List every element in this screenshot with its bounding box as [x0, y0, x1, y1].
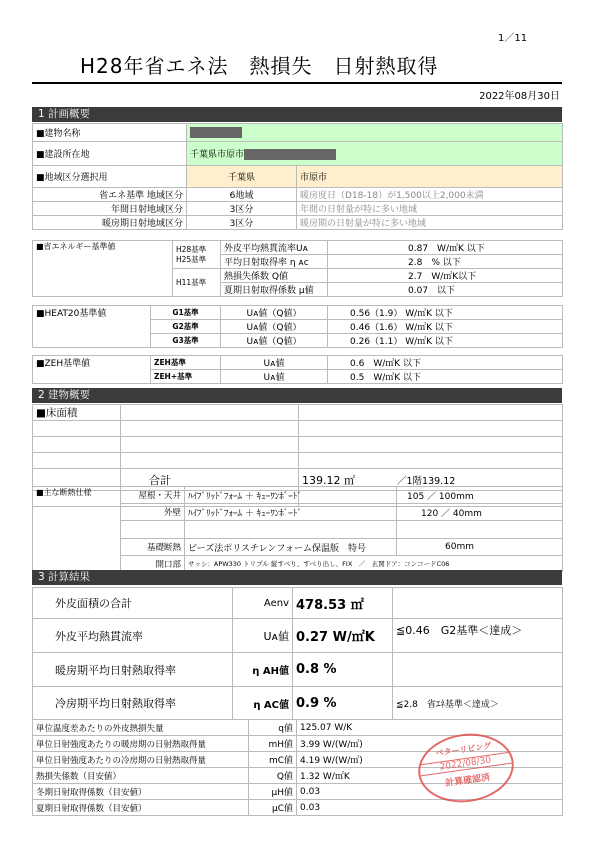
page-title: H28年省エネ法 熱損失 日射熱取得: [80, 54, 439, 78]
result-extra: [393, 588, 563, 619]
report-date: 2022年08月30日: [479, 91, 560, 102]
section-header-plan: 1 計画概要: [32, 107, 562, 122]
result-extra: ≦0.46 G2基準＜達成＞: [393, 619, 563, 653]
floor-1: ／1階139.12: [397, 475, 456, 487]
region-row-label: 暖房期日射地域区分: [33, 216, 187, 230]
energy-standard-table: [32, 240, 563, 297]
region-select-label: ■地域区分選択用: [33, 166, 187, 188]
energy-row-value: 0.87 W/㎡K 以下: [328, 241, 563, 255]
sub-value: 1.32 W/㎡K: [297, 768, 563, 784]
insul-spec: ﾊｲﾌﾞﾘｯﾄﾞﾌｫｰﾑ ＋ ｷｭｰﾜﾝﾎﾞｰﾄﾞ: [185, 504, 397, 521]
region-row-note: 暖房度日（D18-18）が1,500以上2,000未満: [297, 188, 563, 202]
energy-row-name: 夏期日射取得係数 μ値: [221, 283, 328, 297]
sub-label: 夏期日射取得係数（目安値）: [33, 800, 249, 816]
page-number: 1／11: [498, 33, 528, 44]
insul-spec: ビーズ法ポリスチレンフォーム保温版 特号: [185, 539, 397, 556]
section-header-results: 3 計算結果: [32, 570, 562, 585]
result-label: 冷房期平均日射熱取得率: [33, 687, 233, 720]
sub-value: 125.07 W/K: [297, 720, 563, 736]
heat20-grade: G1基準: [151, 306, 221, 320]
sub-value: 4.19 W/(W/㎡): [297, 752, 563, 768]
result-symbol: Aenv: [233, 588, 293, 619]
results-main-table: [32, 587, 563, 720]
result-value: 0.27 W/㎡K: [293, 619, 393, 653]
heat20-name: Uᴀ値（Q値）: [221, 306, 328, 320]
energy-row-name: 平均日射取得率 η ᴀᴄ: [221, 255, 328, 269]
insul-spec: サッシ：APW330 トリプル 縦すべり、すべり出し、FIX ／ 玄関ドア：コンコードC06: [185, 556, 563, 572]
sub-symbol: Q値: [249, 768, 297, 784]
result-label: 暖房期平均日射熱取得率: [33, 653, 233, 687]
stamp-line-3: 計算確認済: [444, 772, 491, 789]
zeh-name: Uᴀ値: [221, 356, 328, 370]
zeh-label: ■ZEH基準値: [33, 356, 151, 384]
result-symbol: η AC値: [233, 687, 293, 720]
sub-symbol: mC値: [249, 752, 297, 768]
sub-symbol: μH値: [249, 784, 297, 800]
region-row-label: 年間日射地域区分: [33, 202, 187, 216]
redacted-block: [244, 149, 336, 160]
result-value: 0.8 %: [293, 653, 393, 687]
energy-row-name: 外皮平均熱貫流率Uᴀ: [221, 241, 328, 255]
region-row-note: 年間の日射量が特に多い地域: [297, 202, 563, 216]
sub-symbol: mH値: [249, 736, 297, 752]
insul-part: 屋根・天井: [121, 487, 185, 504]
heat20-name: Uᴀ値（Q値）: [221, 320, 328, 334]
zeh-table: [32, 355, 563, 384]
floor-total-label: 合計: [121, 469, 299, 491]
location-value: 千葉県市原市: [187, 142, 563, 166]
zeh-name: Uᴀ値: [221, 370, 328, 384]
sub-label: 単位温度差あたりの外皮熱損失量: [33, 720, 249, 736]
insul-part: 基礎断熱: [121, 539, 185, 556]
floor-total-value: 139.12 ㎡ ／1階139.12: [299, 469, 563, 491]
energy-standard-label: ■省エネルギー基準値: [33, 241, 173, 297]
region-row-value: 6地域: [187, 188, 297, 202]
building-name-label: ■建物名称: [33, 124, 187, 142]
sub-label: 単位日射強度あたりの暖房期の日射熱取得量: [33, 736, 249, 752]
zeh-grade: ZEH基準: [151, 356, 221, 370]
zeh-value: 0.5 W/㎡K 以下: [328, 370, 563, 384]
sub-label: 熱損失係数（目安値）: [33, 768, 249, 784]
plan-table: [32, 123, 563, 230]
region-row-label: 省エネ基準 地域区分: [33, 188, 187, 202]
standard-h28-h25: H28基準 H25基準: [173, 241, 221, 269]
title-divider: [32, 82, 562, 84]
building-name-value: [187, 124, 563, 142]
heat20-grade: G3基準: [151, 334, 221, 348]
heat20-value: 0.26（1.1） W/㎡K 以下: [328, 334, 563, 348]
heat20-value: 0.46（1.6） W/㎡K 以下: [328, 320, 563, 334]
sub-value: 3.99 W/(W/㎡): [297, 736, 563, 752]
result-extra: [393, 653, 563, 687]
insul-thick: 120 ／ 40mm: [397, 504, 563, 521]
region-pref: 千葉県: [187, 166, 297, 188]
stamp-line-2: 2022/08/30: [419, 752, 512, 777]
result-label: 外皮面積の合計: [33, 588, 233, 619]
sub-symbol: q値: [249, 720, 297, 736]
insul-thick: 105 ／ 100mm: [397, 487, 563, 504]
stamp-line-1: ベターリビング: [435, 741, 492, 759]
redacted-block: [190, 127, 242, 138]
region-row-note: 暖房期の日射量が特に多い地域: [297, 216, 563, 230]
insulation-table: [32, 486, 563, 572]
sub-value: 0.03: [297, 800, 563, 816]
insulation-label: ■主な断熱仕様: [33, 487, 121, 572]
insul-part: 外壁: [121, 504, 185, 521]
heat20-table: [32, 305, 563, 348]
heat20-label: ■HEAT20基準値: [33, 306, 151, 348]
result-label: 外皮平均熱貫流率: [33, 619, 233, 653]
result-value: 0.9 %: [293, 687, 393, 720]
result-value: 478.53 ㎡: [293, 588, 393, 619]
zeh-grade: ZEH+基準: [151, 370, 221, 384]
heat20-value: 0.56（1.9） W/㎡K 以下: [328, 306, 563, 320]
result-symbol: η AH値: [233, 653, 293, 687]
insul-part: 開口部: [121, 556, 185, 572]
floor-area-label: ■床面積: [33, 405, 121, 421]
insul-thick: 60mm: [397, 539, 563, 556]
energy-row-value: 0.07 以下: [328, 283, 563, 297]
result-symbol: Uᴀ値: [233, 619, 293, 653]
region-row-value: 3区分: [187, 202, 297, 216]
heat20-grade: G2基準: [151, 320, 221, 334]
energy-row-value: 2.8 % 以下: [328, 255, 563, 269]
location-label: ■建設所在地: [33, 142, 187, 166]
result-extra: ≦2.8 省ｴﾈ基準＜達成＞: [393, 687, 563, 720]
sub-label: 単位日射強度あたりの冷房期の日射熱取得量: [33, 752, 249, 768]
sub-label: 冬期日射取得係数（目安値）: [33, 784, 249, 800]
sub-value: 0.03: [297, 784, 563, 800]
sub-symbol: μC値: [249, 800, 297, 816]
region-city: 市原市: [297, 166, 563, 188]
insul-spec: ﾊｲﾌﾞﾘｯﾄﾞﾌｫｰﾑ ＋ ｷｭｰﾜﾝﾎﾞｰﾄﾞ: [185, 487, 397, 504]
heat20-name: Uᴀ値（Q値）: [221, 334, 328, 348]
region-row-value: 3区分: [187, 216, 297, 230]
energy-row-name: 熱損失係数 Q値: [221, 269, 328, 283]
standard-h11: H11基準: [173, 269, 221, 297]
energy-row-value: 2.7 W/㎡K以下: [328, 269, 563, 283]
section-header-building: 2 建物概要: [32, 388, 562, 403]
zeh-value: 0.6 W/㎡K 以下: [328, 356, 563, 370]
